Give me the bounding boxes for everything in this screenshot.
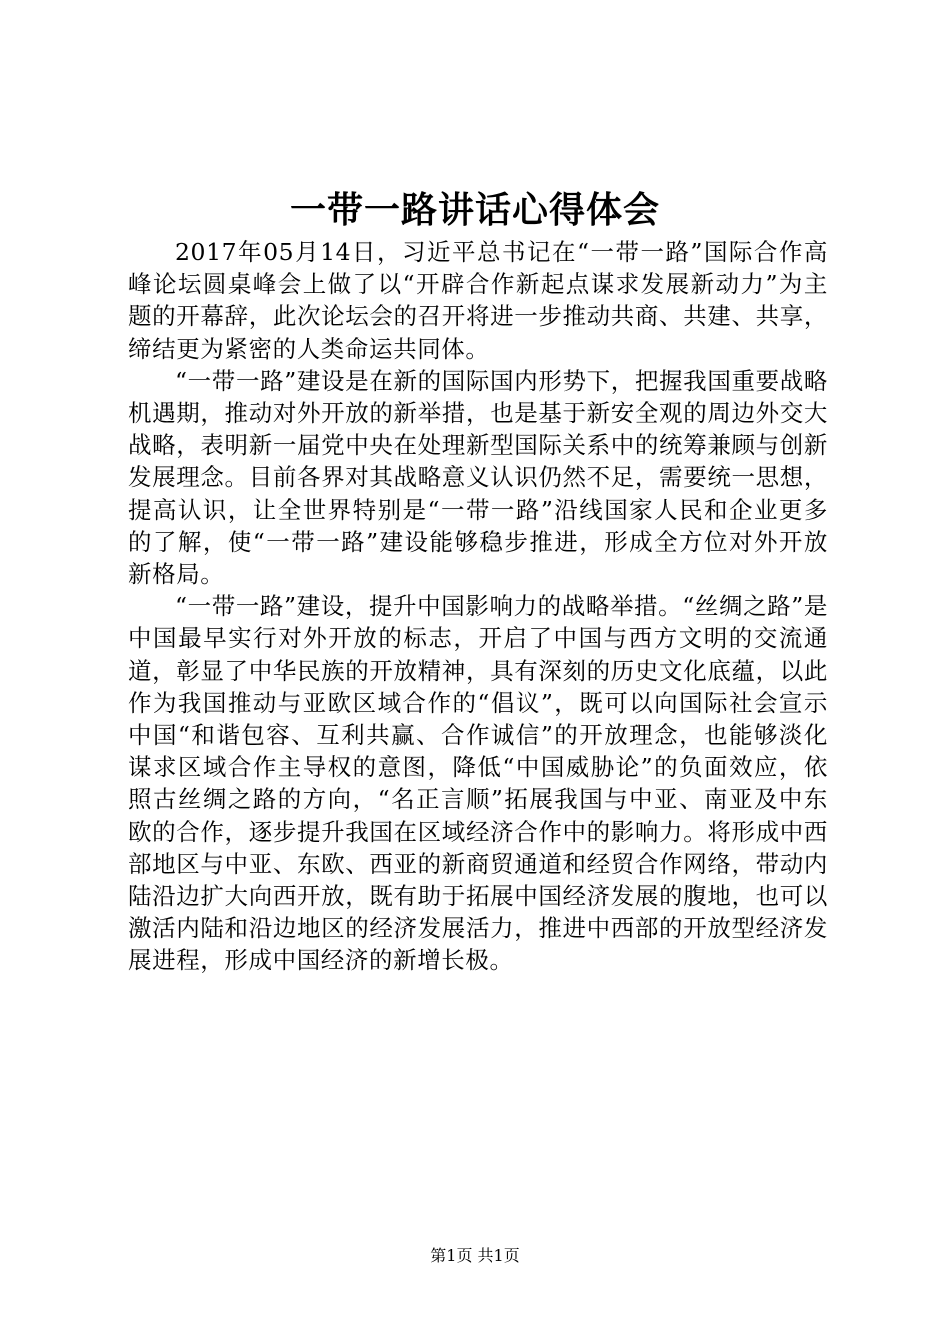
page-number-footer: 第1页 共1页 [430, 1246, 520, 1265]
document-body [128, 236, 828, 977]
paragraph-2: “一带一路”建设是在新的国际国内形势下，把握我国重要战略机遇期，推动对外开放的新举措，也是基于新安全观的周边外交大战略，表明新一届党中央在处理新型国际关系中的统筹兼顾与创新发展理念。目前各界对其战略意义认识仍然不足，需要统一思想，提高认识，让全世界特别是“一带一路”沿线国家人民和企业更多的了解，使“一带一路”建设能够稳步推进，形成全方位对外开放新格局。 [128, 366, 828, 589]
paragraph-3: “一带一路”建设，提升中国影响力的战略举措。“丝绸之路”是中国最早实行对外开放的标志，开启了中国与西方文明的交流通道，彰显了中华民族的开放精神，具有深刻的历史文化底蕴，以此作为我国推动与亚欧区域合作的“倡议”，既可以向国际社会宣示中国“和谐包容、互利共赢、合作诚信”的开放理念，也能够淡化谋求区域合作主导权的意图，降低“中国威胁论”的负面效应，依照古丝绸之路的方向，“名正言顺”拓展我国与中亚、南亚及中东欧的合作，逐步提升我国在区域经济合作中的影响力。将形成中西部地区与中亚、东欧、西亚的新商贸通道和经贸合作网络，带动内陆沿边扩大向西开放，既有助于拓展中国经济发展的腹地，也可以激活内陆和沿边地区的经济发展活力，推进中西部的开放型经济发展进程，形成中国经济的新增长极。 [128, 592, 828, 975]
paragraph-1: 2017年05月14日，习近平总书记在“一带一路”国际合作高峰论坛圆桌峰会上做了以“开辟合作新起点谋求发展新动力”为主题的开幕辞，此次论坛会的召开将进一步推动共商、共建、共享，缔结更为紧密的人类命运共同体。 [128, 238, 828, 363]
page-title: 一带一路讲话心得体会 [289, 189, 660, 231]
